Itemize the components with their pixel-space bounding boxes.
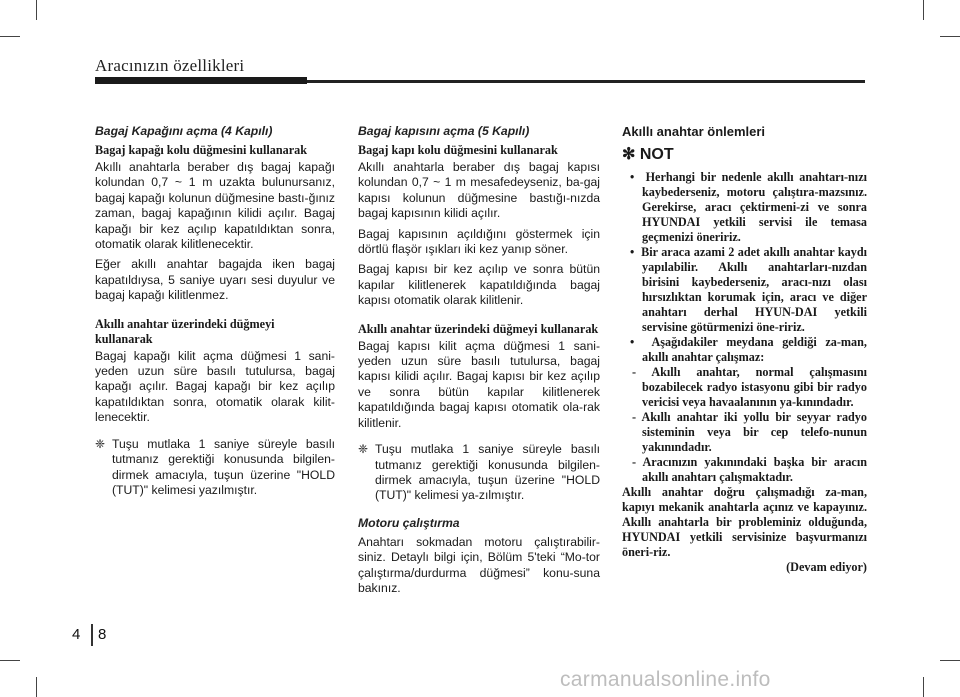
crop-mark [940, 660, 960, 661]
note-list [622, 170, 867, 365]
crop-mark [923, 677, 924, 697]
chapter-number: 4 [72, 626, 81, 643]
paragraph: Bagaj kapısının açıldığını göstermek için dörtlü flaşör ışıkları iki kez yanıp söner. [358, 226, 600, 257]
list-item: • Herhangi bir nedenle akıllı anahtarı-nızı kaybederseniz, motoru çalıştıra-mazsınız. Gerekirse, aracı çektirmeni-zi ve sonra HYUNDAI yetkili servisi ile temasa geçmenizi öneririz. [630, 170, 867, 244]
crop-mark [36, 0, 37, 20]
header-rule-accent [95, 77, 307, 84]
paragraph: Bagaj kapısı bir kez açılıp ve sonra bütün kapılar kilitlenerek kapatıldığında bagaj kapısı otomatik olarak kilitlenir. [358, 262, 600, 308]
paragraph: Anahtarı sokmadan motoru çalıştırabilir-siniz. Detaylı bilgi için, Bölüm 5'teki “Mo-tor çalıştırma/durdurma düğmesi” konu-suna bakınız. [358, 534, 600, 595]
note: ❈ Tuşu mutlaka 1 saniye süreyle basılı tutmanız gerektiği konusunda bilgilen-dirmek amacıyla, tuşun üzerine "HOLD (TUT)" kelimesi yazılmıştır. [95, 436, 335, 497]
continued-label: (Devam ediyor) [786, 560, 867, 574]
sub-item: - Akıllı anahtar, normal çalışmasını bozabilecek radyo istasyonu gibi bir radyo vericisi veya havaalanının ya-kınındadır. [632, 365, 867, 409]
subheading: Bagaj kapı kolu düğmesini kullanarak [358, 143, 558, 157]
page-number: 8 [98, 626, 107, 643]
section-heading: Bagaj Kapağını açma (4 Kapılı) [95, 124, 273, 138]
crop-mark [940, 36, 960, 37]
column-2 [358, 124, 600, 601]
paragraph: Akıllı anahtarla beraber dış bagaj kapağı kolundan 0,7 ~ 1 m uzakta bulunursanız, bagaj kapağı kolunun düğmesine bastı-ğınız zaman, bagaj kapağının kilidi açılır. Bagaj kapağı bir kez açılıp kapatıldıktan sonra, otomatik olarak kilitlenecektir. [95, 160, 335, 252]
page-number-divider [91, 624, 93, 646]
crop-mark [0, 36, 20, 37]
paragraph: Akıllı anahtarla beraber dış bagaj kapısı kolundan 0,7 ~ 1 m mesafedeyseniz, ba-gaj kapısı kolunun düğmesine bastığı-nızda bagaj kapısının kilidi açılır. [358, 160, 600, 221]
watermark: carmanualsonline.info [560, 668, 771, 691]
paragraph: Bagaj kapısı kilit açma düğmesi 1 sani-yeden uzun süre basılı tutulursa, bagaj kapısı kilidi açılır. Bagaj kapısı bir kez açılıp ve sonra bütün kapılar kilitlenerek kapatıldığında bagaj kapısı otomatik ola-rak kilitlenir. [358, 338, 600, 430]
note-icon: ❈ [358, 442, 369, 457]
paragraph: Bagaj kapağı kilit açma düğmesi 1 sani-yeden uzun süre basılı tutulursa, bagaj kapağı açılır. Bagaj kapağı bir kez açılıp kapatıldıktan sonra, otomatik olarak kilit-lenecektir. [95, 348, 335, 425]
note-heading: ✻ NOT [622, 146, 674, 163]
subheading: Akıllı anahtar üzerindeki düğmeyi kullanarak [95, 316, 275, 346]
note-icon: ❈ [95, 436, 106, 451]
section-heading: Motoru çalıştırma [358, 515, 460, 530]
list-item: • Aşağıdakiler meydana geldiği za-man, akıllı anahtar çalışmaz: [630, 335, 867, 364]
section-heading: Bagaj kapısını açma (5 Kapılı) [358, 124, 530, 138]
note: ❈ Tuşu mutlaka 1 saniye süreyle basılı tutmanız gerektiği konusunda bilgilen-dirmek amacıyla, tuşun üzerine "HOLD (TUT)" kelimesi ya-zılmıştır. [358, 442, 600, 503]
subheading: Akıllı anahtar üzerindeki düğmeyi kullanarak [358, 321, 599, 336]
column-1 [95, 124, 335, 504]
section-heading: Akıllı anahtar önlemleri [622, 124, 766, 139]
sub-item: - Aracınızın yakınındaki başka bir aracın akıllı anahtarı çalışmaktadır. [632, 455, 867, 484]
crop-mark [923, 0, 924, 20]
column-3 [622, 124, 867, 575]
sub-item: - Akıllı anahtar iki yollu bir seyyar radyo sisteminin veya bir cep telefo-nunun yakınındadır. [632, 410, 867, 454]
crop-mark [0, 660, 20, 661]
subheading: Bagaj kapağı kolu düğmesini kullanarak [95, 143, 307, 157]
paragraph: Eğer akıllı anahtar bagajda iken bagaj kapatıldıysa, 5 saniye uyarı sesi duyulur ve bagaj kapağı kilitlenmez. [95, 257, 335, 303]
list-item: • Bir araca azami 2 adet akıllı anahtar kaydı yapılabilir. Akıllı anahtarları-nızdan birisini kaybederseniz, aracı-nızı olası hırsızlıktan korumak için, aracı ve diğer anahtarı derhal HYUN-DAI yetkili servisine götürmenizi öne-ririz. [630, 245, 867, 334]
asterisk-icon: ✻ [622, 146, 636, 163]
page-header-title: Aracınızın özellikleri [95, 56, 245, 75]
paragraph: Akıllı anahtar doğru çalışmadığı za-man, kapıyı mekanik anahtarla açınız ve kapayınız. Akıllı anahtarla bir probleminiz olduğunda, HYUNDAI yetkili servisinize başvurmanızı öneri-riz. [622, 485, 867, 559]
crop-mark [36, 677, 37, 697]
